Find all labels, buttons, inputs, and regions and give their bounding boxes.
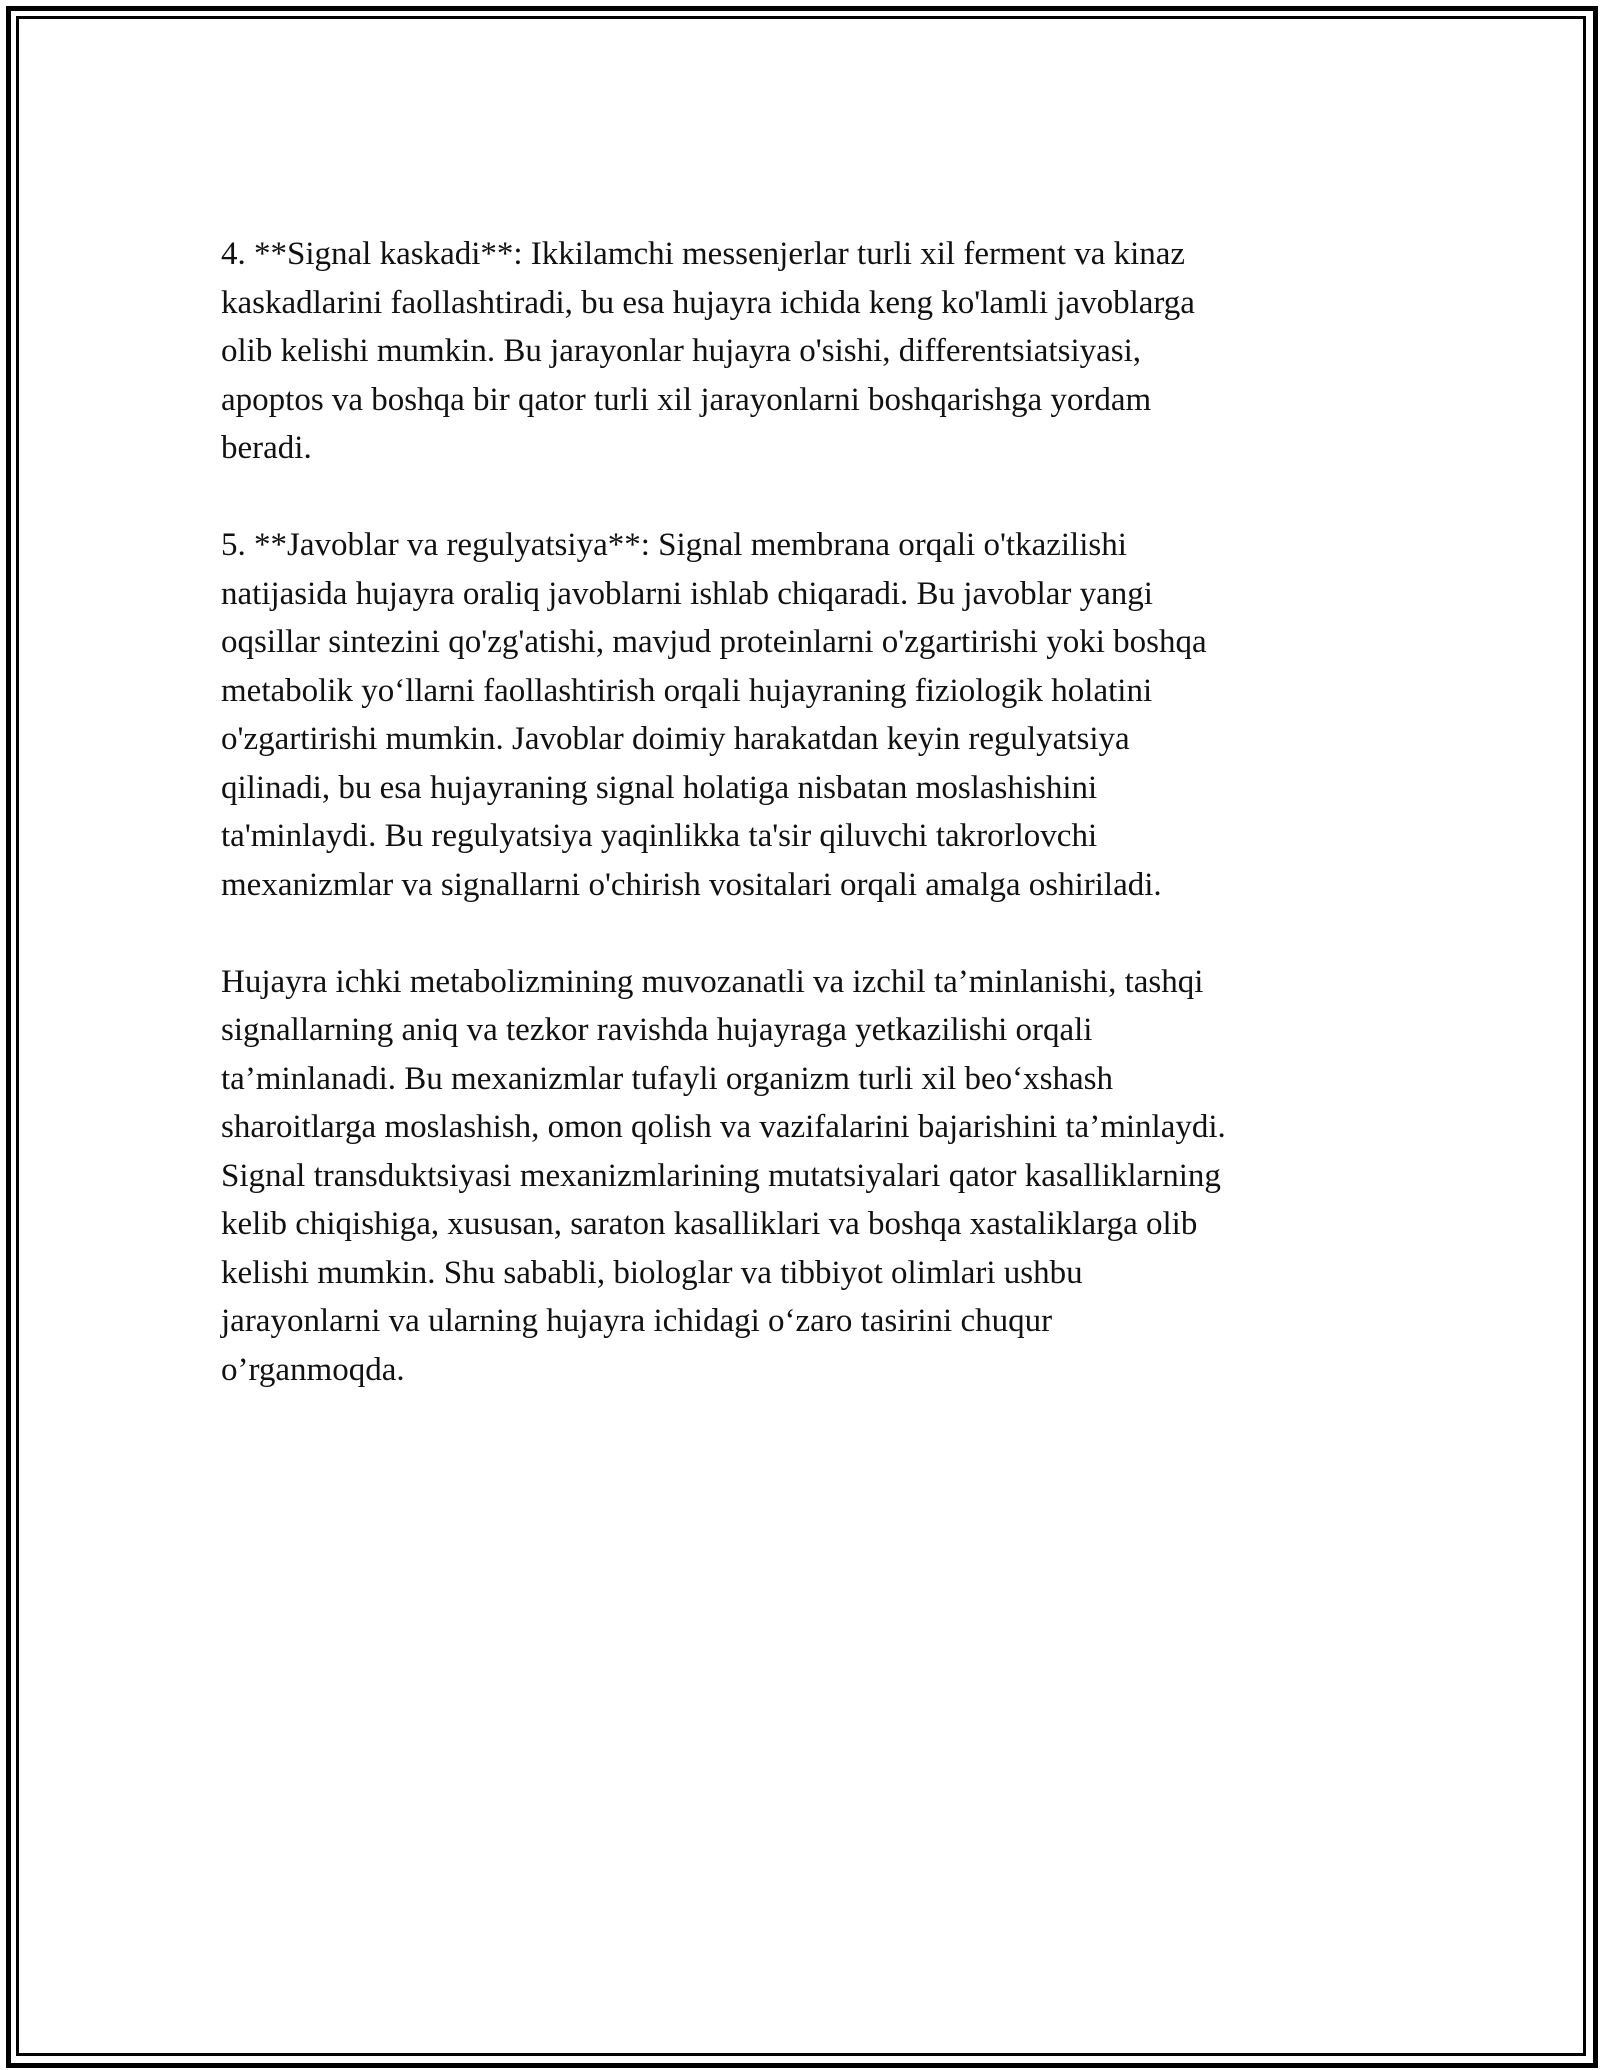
text-line: kelib chiqishiga, xususan, saraton kasalliklari va boshqa xastaliklarga olib bbox=[221, 1206, 1198, 1242]
text-line: kaskadlarini faollashtiradi, bu esa hujayra ichida keng ko'lamli javoblarga bbox=[221, 284, 1195, 321]
text-line: oqsillar sintezini qo'zg'atishi, mavjud proteinlarni o'zgartirishi yoki boshqa bbox=[221, 624, 1207, 660]
text-line: natijasida hujayra oraliq javoblarni ishlab chiqaradi. Bu javoblar yangi bbox=[221, 575, 1153, 612]
text-line: mexanizmlar va signallarni o'chirish vositalari orqali amalga oshiriladi. bbox=[221, 866, 1162, 903]
text-line: metabolik yo‘llarni faollashtirish orqali hujayraning fiziologik holatini bbox=[221, 672, 1153, 709]
text-line: Signal transduktsiyasi mexanizmlarining mutatsiyalari qator kasalliklarning bbox=[221, 1157, 1221, 1194]
text-line: 4. **Signal kaskadi**: Ikkilamchi messenjerlar turli xil ferment va kinaz bbox=[221, 236, 1186, 272]
text-line: beradi. bbox=[221, 430, 312, 466]
text-line: apoptos va boshqa bir qator turli xil jarayonlarni boshqarishga yordam bbox=[221, 381, 1152, 418]
text-line: sharoitlarga moslashish, omon qolish va vazifalarini bajarishini ta’minlaydi. bbox=[221, 1109, 1226, 1145]
text-line: olib kelishi mumkin. Bu jarayonlar hujayra o'sishi, differentsiatsiyasi, bbox=[221, 333, 1142, 369]
text-line: qilinadi, bu esa hujayraning signal holatiga nisbatan moslashishini bbox=[221, 769, 1098, 806]
text-line: ta'minlaydi. Bu regulyatsiya yaqinlikka ta'sir qiluvchi takrorlovchi bbox=[221, 818, 1098, 854]
paragraph-signal-cascade bbox=[221, 230, 1381, 473]
document-body bbox=[221, 230, 1381, 1443]
text-line: o'zgartirishi mumkin. Javoblar doimiy harakatdan keyin regulyatsiya bbox=[221, 721, 1130, 757]
text-line: Hujayra ichki metabolizmining muvozanatli va izchil ta’minlanishi, tashqi bbox=[221, 963, 1204, 1000]
text-line: signallarning aniq va tezkor ravishda hujayraga yetkazilishi orqali bbox=[221, 1012, 1093, 1048]
text-line: o’rganmoqda. bbox=[221, 1351, 405, 1388]
text-line: 5. **Javoblar va regulyatsiya**: Signal membrana orqali o'tkazilishi bbox=[221, 527, 1127, 563]
text-line: kelishi mumkin. Shu sababli, biologlar va tibbiyot olimlari ushbu bbox=[221, 1254, 1083, 1291]
paragraph-responses-regulation bbox=[221, 521, 1381, 909]
paragraph-conclusion bbox=[221, 958, 1381, 1395]
text-line: jarayonlarni va ularning hujayra ichidagi o‘zaro tasirini chuqur bbox=[221, 1303, 1053, 1339]
text-line: ta’minlanadi. Bu mexanizmlar tufayli organizm turli xil beo‘xshash bbox=[221, 1060, 1113, 1097]
